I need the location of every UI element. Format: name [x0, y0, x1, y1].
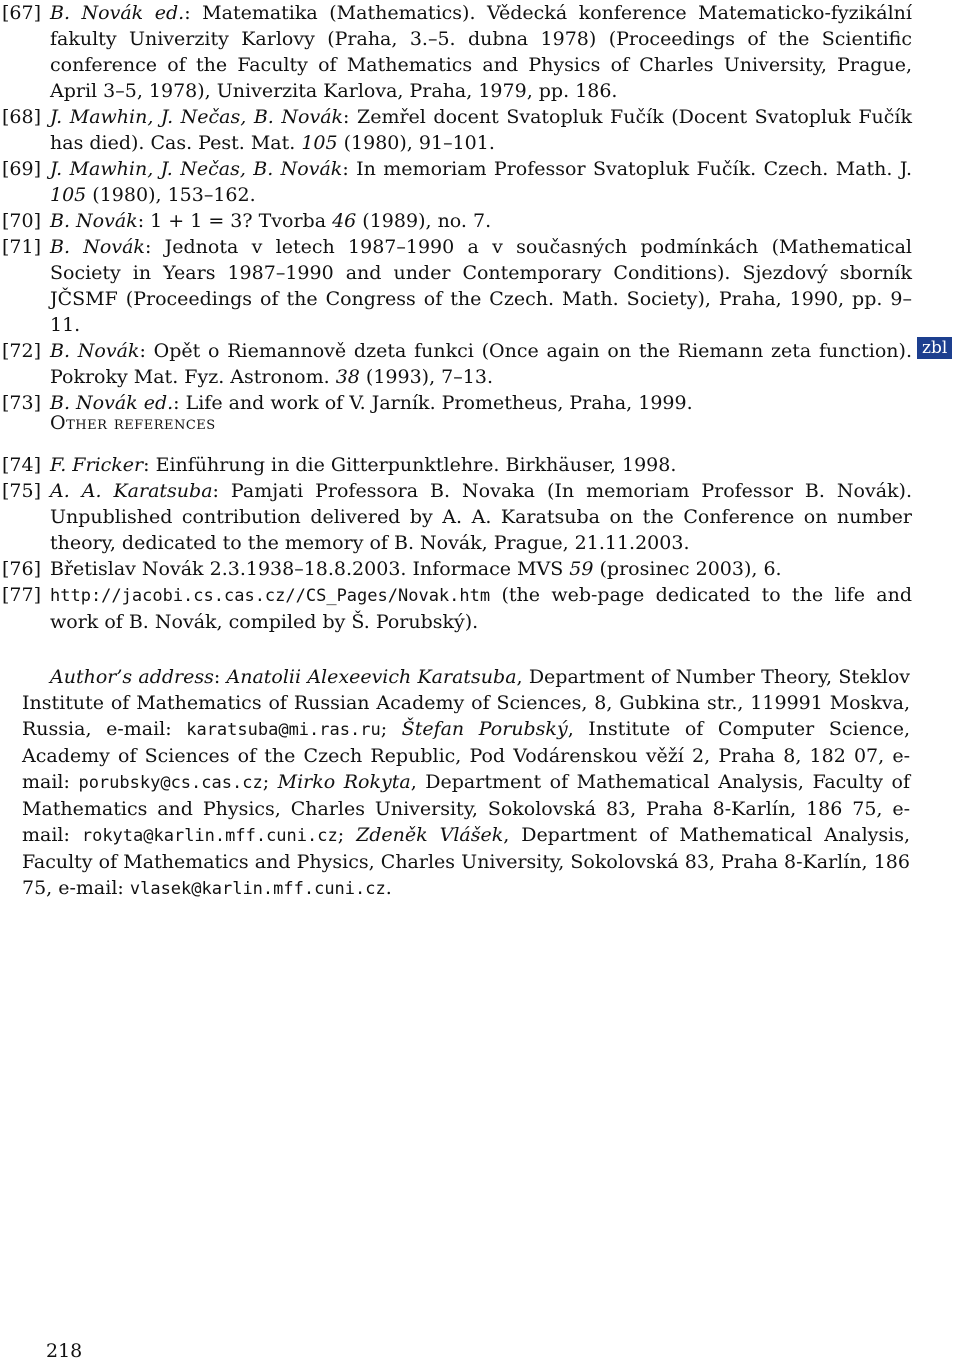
- text-segment: J. Mawhin, J. Nečas, B. Novák: [50, 158, 343, 180]
- text-segment: F. Fricker: [50, 454, 144, 476]
- text-segment: : In memoriam Professor Svatopluk Fučík. Czech. Math. J.: [342, 158, 912, 180]
- text-segment: (1993), 7–13.: [359, 366, 493, 388]
- page-number: 218: [46, 1340, 83, 1362]
- text-segment: .: [385, 877, 392, 899]
- text-segment: (prosinec 2003), 6.: [593, 558, 782, 580]
- reference-item: [2, 478, 912, 556]
- reference-list-other: [2, 452, 912, 635]
- text-segment: (1989), no. 7.: [356, 210, 492, 232]
- text-segment: ;: [262, 771, 278, 793]
- text-segment: Author’s address: [50, 666, 214, 688]
- text-segment: Štefan Porubský: [401, 718, 568, 740]
- text-segment: Břetislav Novák 2.3.1938–18.8.2003. Informace MVS: [50, 558, 570, 580]
- text-segment: J. Mawhin, J. Nečas, B. Novák: [50, 106, 344, 128]
- text-segment: : Einführung in die Gitterpunktlehre. Birkhäuser, 1998.: [143, 454, 677, 476]
- text-segment: A. A. Karatsuba: [50, 480, 213, 502]
- author-address: [22, 664, 910, 902]
- reference-item: [2, 582, 912, 635]
- zbl-link-badge[interactable]: zbl: [917, 337, 952, 359]
- text-segment: ;: [380, 718, 402, 740]
- text-segment: : Zemřel docent Svatopluk Fučík (Docent Svatopluk Fučík has died). Cas. Pest. Mat.: [50, 106, 912, 154]
- section-title: Other references: [50, 412, 216, 434]
- text-segment: B. Novák: [50, 236, 145, 258]
- text-segment: :: [213, 666, 227, 688]
- reference-item: [2, 208, 912, 234]
- reference-list-top: [2, 0, 912, 416]
- text-segment: (the web-page dedicated to the life and work of B. Novák, compiled by Š. Porubský).: [50, 584, 912, 633]
- text-segment: : Matematika (Mathematics). Vědecká konference Matematicko-fyzikální fakulty Univerzity Karlovy (Praha, 3.–5. dubna 1978) (Proceedings of the Scientific conference of the Faculty of Mathematics and Physics of Charles University, Prague, April 3–5, 1978), Univerzita Karlova, Praha, 1979, pp. 186.: [50, 2, 912, 102]
- reference-item: [2, 234, 912, 338]
- reference-number: [71]: [2, 236, 42, 258]
- reference-item: [2, 338, 912, 390]
- text-segment: Anatolii Alexeevich Karatsuba: [226, 666, 517, 688]
- reference-number: [68]: [2, 106, 42, 128]
- text-segment: , Institute of Computer Science, Academy of Sciences of the Czech Republic, Pod Vodárenskou věží 2, Praha 8, 182 07, e-mail:: [22, 718, 910, 793]
- text-segment: 59: [569, 558, 594, 580]
- text-segment: ;: [337, 824, 357, 846]
- reference-number: [67]: [2, 2, 42, 24]
- reference-number: [69]: [2, 158, 42, 180]
- reference-number: [70]: [2, 210, 42, 232]
- text-segment: : Life and work of V. Jarník. Prometheus, Praha, 1999.: [173, 392, 693, 414]
- link-text[interactable]: porubsky@cs.cas.cz: [78, 773, 263, 793]
- text-segment: , Department of Mathematical Analysis, Faculty of Mathematics and Physics, Charles University, Sokolovská 83, Praha 8-Karlín, 186 75, e-mail:: [22, 824, 910, 899]
- text-segment: B. Novák ed.: [50, 392, 174, 414]
- text-segment: (1980), 153–162.: [86, 184, 256, 206]
- text-segment: 105: [50, 184, 87, 206]
- reference-number: [77]: [2, 584, 42, 606]
- link-text[interactable]: http://jacobi.cs.cas.cz//CS_Pages/Novak.htm: [50, 586, 491, 606]
- reference-number: [76]: [2, 558, 42, 580]
- text-segment: : Pamjati Professora B. Novaka (In memoriam Professor B. Novák). Unpublished contribution delivered by A. A. Karatsuba on the Conference on number theory, dedicated to the memory of B. Novák, Prague, 21.11.2003.: [50, 480, 912, 554]
- reference-number: [73]: [2, 392, 42, 414]
- reference-number: [72]: [2, 340, 42, 362]
- text-segment: , Department of Number Theory, Steklov Institute of Mathematics of Russian Academy of Sciences, 8, Gubkina str., 119991 Moskva, Russia, e-mail:: [22, 666, 910, 740]
- text-segment: (1980), 91–101.: [337, 132, 495, 154]
- reference-item: [2, 0, 912, 104]
- text-segment: B. Novák: [50, 340, 140, 362]
- text-segment: B. Novák: [50, 210, 138, 232]
- reference-item: [2, 452, 912, 478]
- text-segment: : Jednota v letech 1987–1990 a v současných podmínkách (Mathematical Society in Years 1987–1990 and under Contemporary Conditions). Sjezdový sborník JČSMF (Proceedings of the Congress of the Czech. Math. Society), Praha, 1990, pp. 9–11.: [50, 236, 912, 336]
- text-segment: 46: [332, 210, 357, 232]
- reference-number: [74]: [2, 454, 42, 476]
- text-segment: , Department of Mathematical Analysis, Faculty of Mathematics and Physics, Charles University, Sokolovská 83, Praha 8-Karlín, 186 75, e-mail:: [22, 771, 910, 846]
- reference-number: [75]: [2, 480, 42, 502]
- text-segment: : Opět o Riemannově dzeta funkci (Once again on the Riemann zeta function). Pokroky Mat. Fyz. Astronom.: [50, 340, 912, 388]
- link-text[interactable]: rokyta@karlin.mff.cuni.cz: [81, 826, 338, 846]
- text-segment: Zdeněk Vlášek: [356, 824, 504, 846]
- text-segment: Mirko Rokyta: [277, 771, 411, 793]
- text-segment: 38: [335, 366, 360, 388]
- text-segment: B. Novák ed.: [50, 2, 185, 24]
- link-text[interactable]: karatsuba@mi.ras.ru: [186, 720, 381, 740]
- link-text[interactable]: vlasek@karlin.mff.cuni.cz: [129, 879, 386, 899]
- reference-item: [2, 104, 912, 156]
- text-segment: : 1 + 1 = 3? Tvorba: [137, 210, 333, 232]
- reference-item: [2, 156, 912, 208]
- text-segment: 105: [301, 132, 338, 154]
- reference-item: [2, 556, 912, 582]
